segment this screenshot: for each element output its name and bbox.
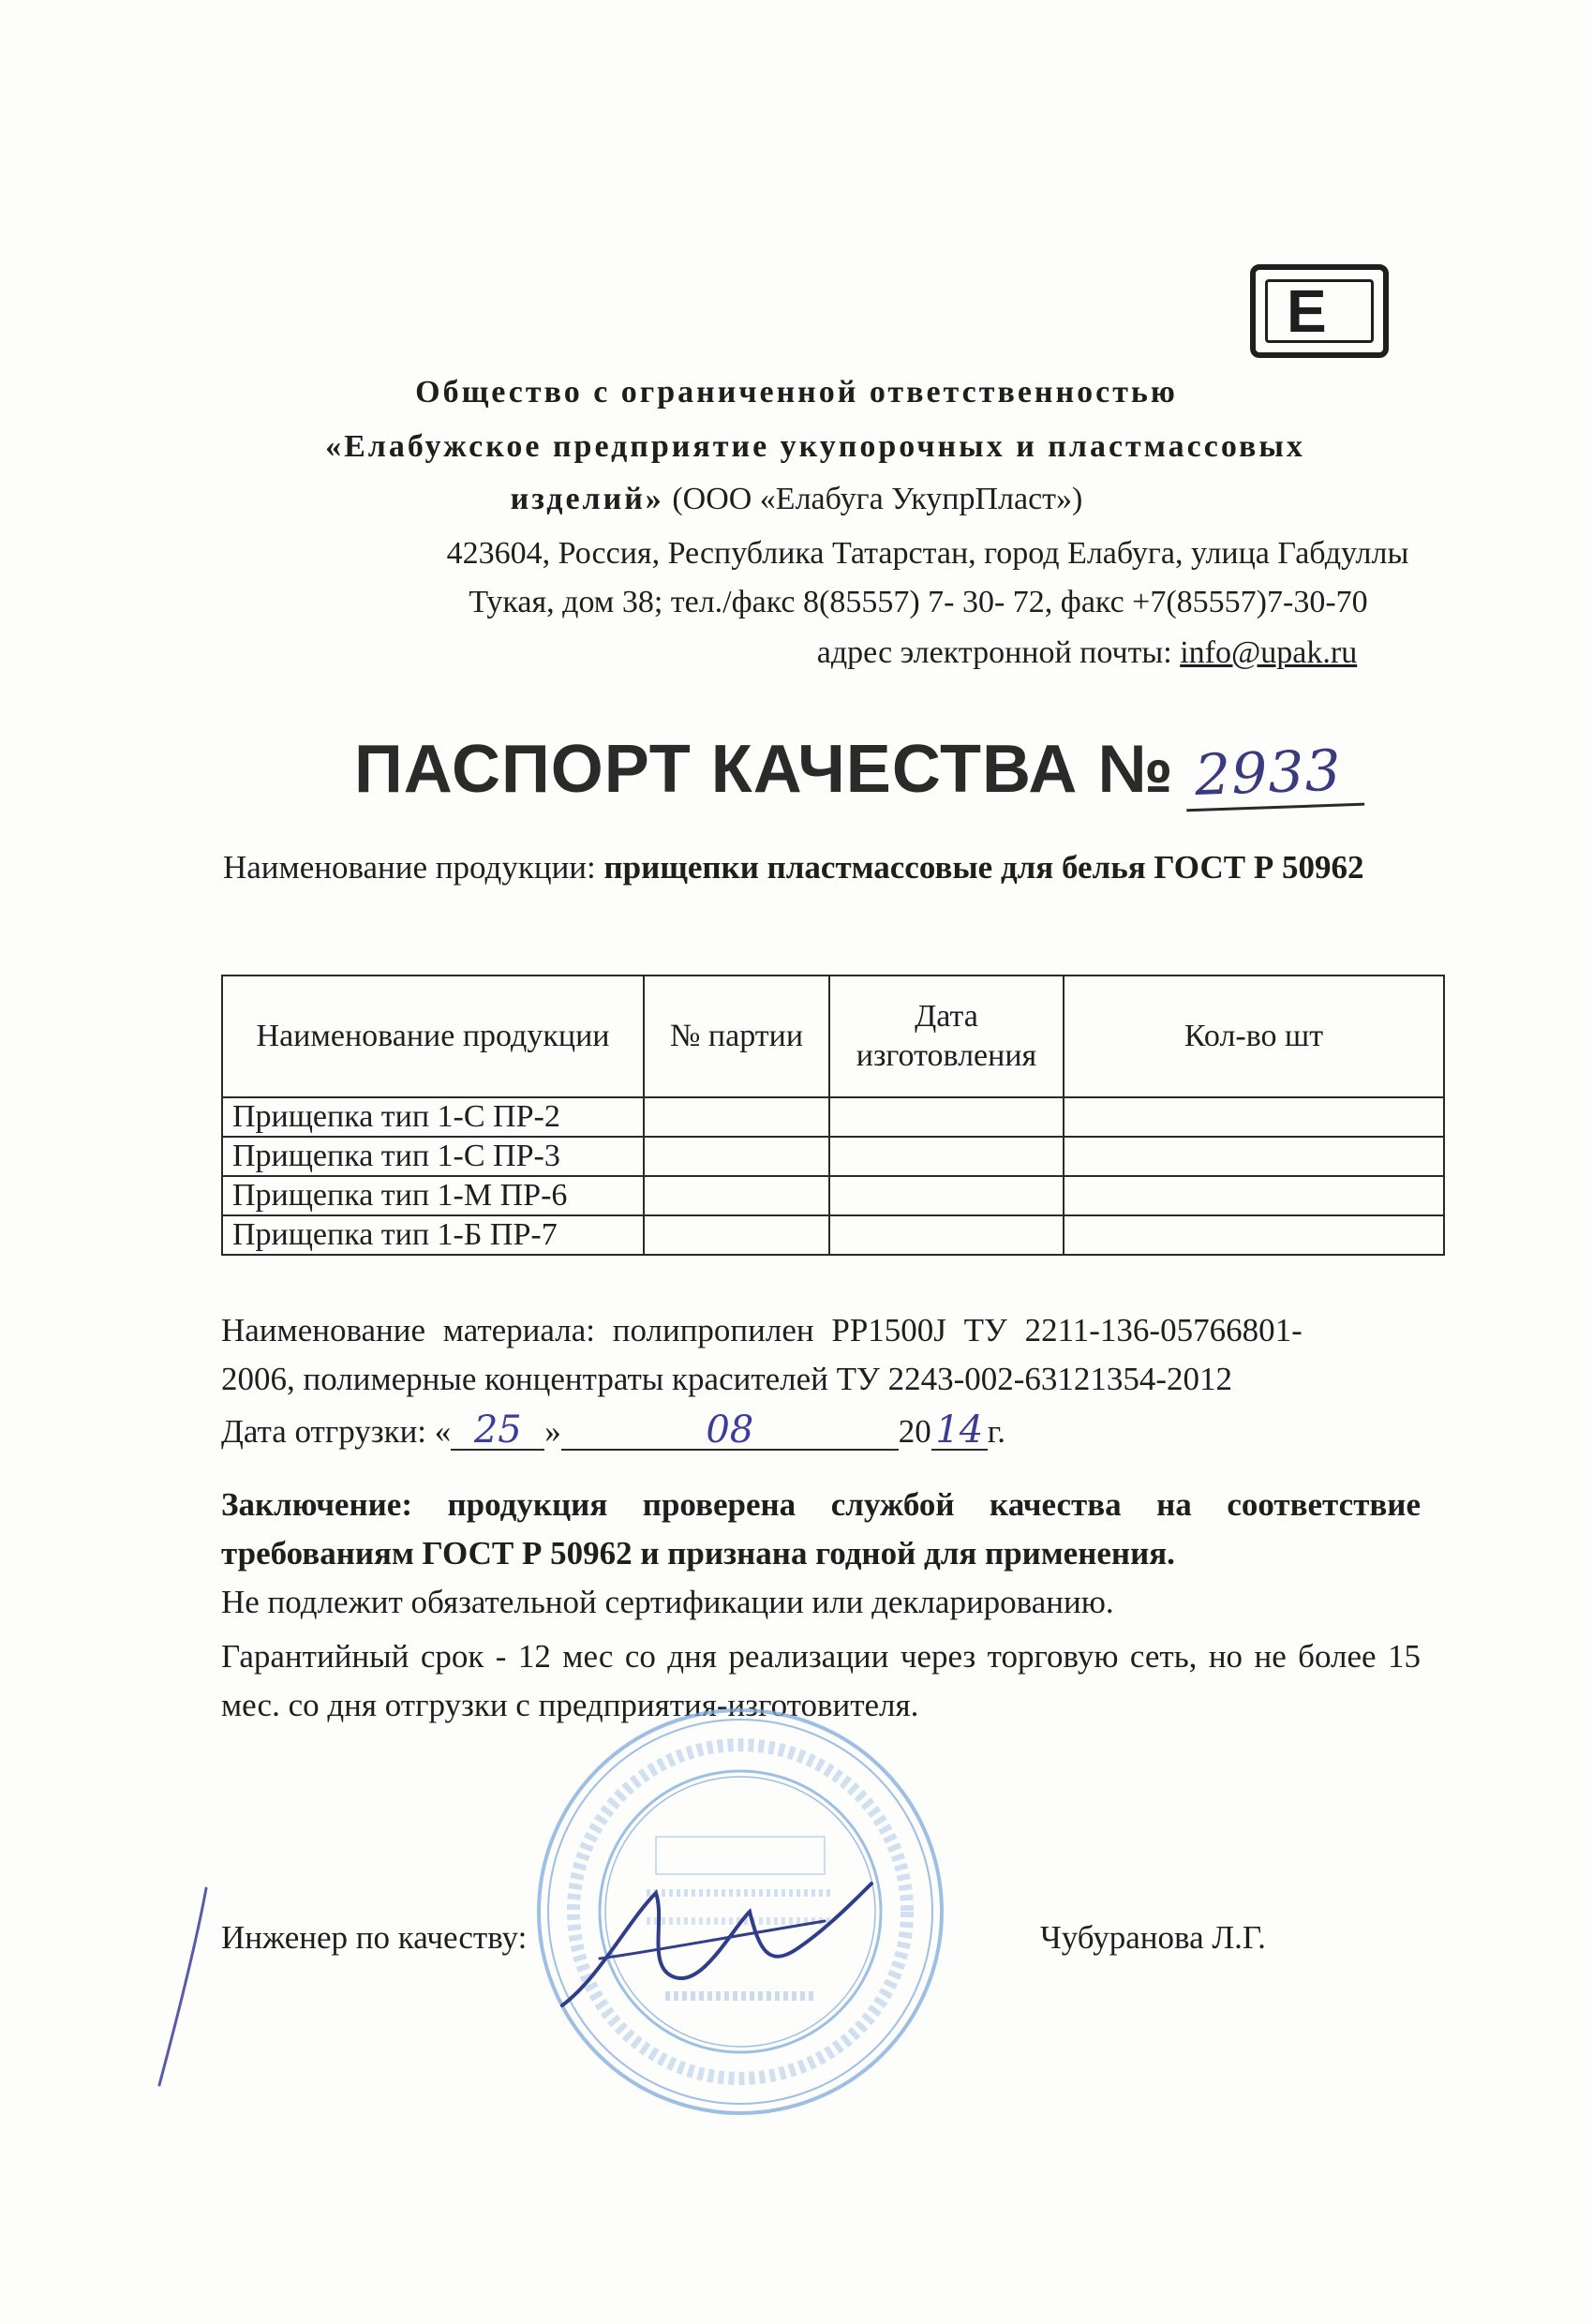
- product-table: [221, 975, 1445, 1256]
- document-title: [354, 731, 1363, 809]
- warranty-text: Гарантийный срок - 12 мес со дня реализации через торговую сеть, но не более 15 мес. со дня отгрузки с предприятия-изготовителя.: [221, 1638, 1421, 1723]
- table-row: [222, 1137, 1444, 1176]
- shipping-date-line: [221, 1408, 1439, 1452]
- corner-stamp-letter: E: [1287, 277, 1327, 345]
- table-row: [222, 1176, 1444, 1215]
- email-label: адрес электронной почты:: [816, 635, 1181, 670]
- engineer-name: Чубуранова Л.Г.: [1040, 1919, 1266, 1956]
- passport-number: 2933: [1184, 737, 1363, 812]
- address-line-1: 423604, Россия, Республика Татарстан, город Елабуга, улица Габдуллы: [446, 536, 1409, 571]
- table-cell-date: [829, 1137, 1064, 1176]
- email-link[interactable]: info@upak.ru: [1180, 635, 1358, 670]
- table-header-quantity: Кол-во шт: [1064, 976, 1444, 1097]
- table-row: [222, 1215, 1444, 1255]
- table-cell-date: [829, 1215, 1064, 1255]
- table-header-date: Дата изготовления: [829, 976, 1064, 1097]
- corner-stamp-box: [1250, 264, 1389, 358]
- table-cell-batch: [644, 1097, 829, 1137]
- table-row: [222, 1097, 1444, 1137]
- table-cell-quantity: [1064, 1176, 1444, 1215]
- table-cell-batch: [644, 1176, 829, 1215]
- shipping-year-unit: г.: [987, 1413, 1005, 1450]
- shipping-year-prefix: 20: [898, 1413, 931, 1450]
- handwritten-signature: [543, 1865, 890, 2024]
- conclusion-text: Заключение: продукция проверена службой качества на соответствие требованиям ГОСТ Р 50962 и признана годной для применения.: [221, 1486, 1421, 1572]
- email-line: [0, 635, 1593, 671]
- shipping-day: 25: [451, 1411, 544, 1451]
- org-name-line-2: «Елабужское предприятие укупорочных и пластмассовых: [325, 429, 1305, 464]
- engineer-label: Инженер по качеству:: [221, 1919, 528, 1956]
- shipping-month: 08: [561, 1411, 899, 1451]
- product-name-paragraph: [223, 843, 1422, 892]
- material-line-2: 2006, полимерные концентраты красителей ТУ 2243-002-63121354-2012: [221, 1361, 1233, 1397]
- address-line-2: Тукая, дом 38; тел./факс 8(85557) 7- 30- 72, факс +7(85557)7-30-70: [469, 585, 1368, 619]
- shipping-year-suffix: 14: [931, 1411, 988, 1451]
- table-cell-date: [829, 1176, 1064, 1215]
- table-header-batch: № партии: [644, 976, 829, 1097]
- margin-pen-mark: [150, 1884, 216, 2090]
- corner-stamp-inner: [1265, 279, 1374, 343]
- table-header-row: [222, 976, 1444, 1097]
- org-name-line-3: [0, 482, 1593, 517]
- certification-note: Не подлежит обязательной сертификации или декларированию.: [221, 1584, 1114, 1620]
- table-cell-product: Прищепка тип 1-С ПР-2: [222, 1097, 644, 1137]
- shipping-quote-close: »: [544, 1413, 561, 1450]
- table-cell-quantity: [1064, 1137, 1444, 1176]
- material-line-1: Наименование материала: полипропилен PP1500J ТУ 2211-136-05766801-: [221, 1312, 1303, 1348]
- table-cell-product: Прищепка тип 1-Б ПР-7: [222, 1215, 644, 1255]
- org-name-bold-part: изделий»: [510, 482, 664, 516]
- product-name-value: прищепки пластмассовые для белья ГОСТ Р 50962: [603, 849, 1364, 886]
- table-cell-batch: [644, 1215, 829, 1255]
- shipping-date-label: Дата отгрузки: «: [221, 1413, 452, 1450]
- table-cell-batch: [644, 1137, 829, 1176]
- table-cell-product: Прищепка тип 1-С ПР-3: [222, 1137, 644, 1176]
- table-cell-date: [829, 1097, 1064, 1137]
- document-title-text: ПАСПОРТ КАЧЕСТВА №: [354, 732, 1174, 807]
- org-short-name: (ООО «Елабуга УкупрПласт»): [663, 482, 1083, 516]
- table-cell-quantity: [1064, 1097, 1444, 1137]
- product-name-label: Наименование продукции:: [223, 849, 604, 886]
- org-name-line-1: Общество с ограниченной ответственностью: [415, 375, 1178, 410]
- table-header-product: Наименование продукции: [222, 976, 644, 1097]
- table-cell-product: Прищепка тип 1-М ПР-6: [222, 1176, 644, 1215]
- table-cell-quantity: [1064, 1215, 1444, 1255]
